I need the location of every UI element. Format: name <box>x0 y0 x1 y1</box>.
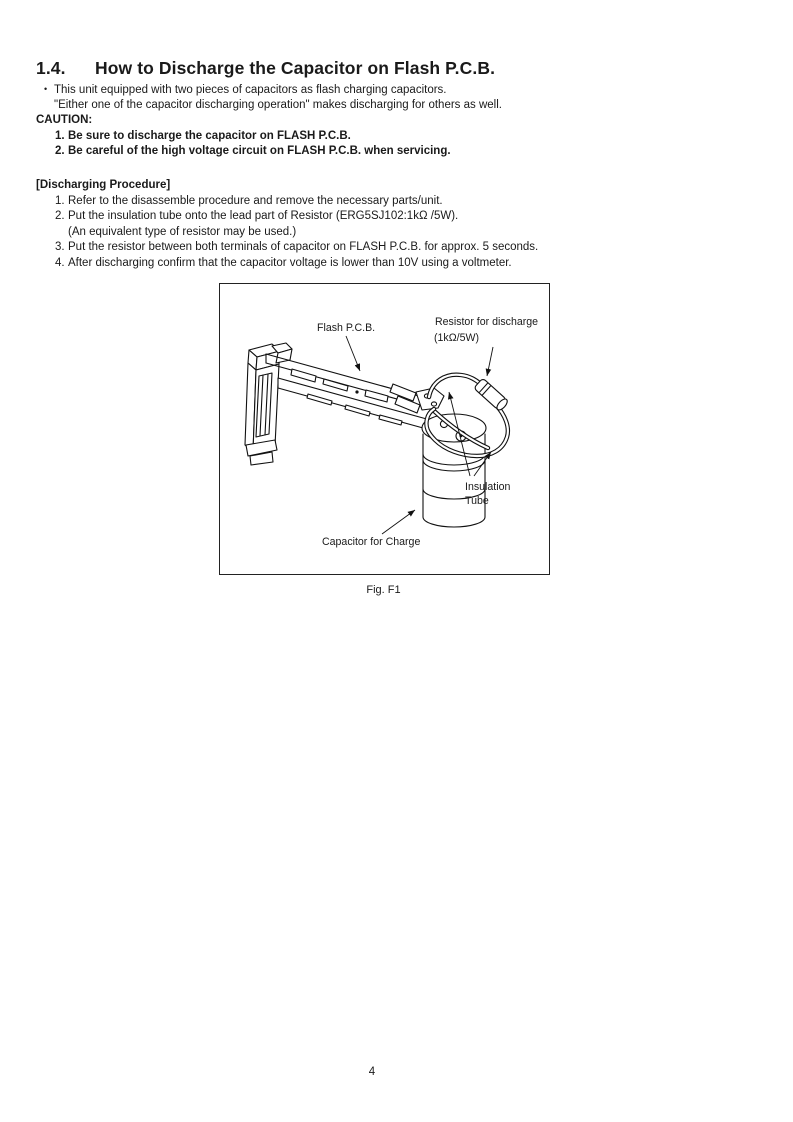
intro-and-caution <box>36 82 502 160</box>
step-number: 4. <box>55 256 65 269</box>
procedure-step <box>36 240 538 256</box>
label-capacitor: Capacitor for Charge <box>322 536 421 548</box>
label-resistor-line2: (1kΩ/5W) <box>434 332 479 344</box>
step-number: 2. <box>55 210 65 222</box>
bullet-icon: • <box>44 84 48 94</box>
figure-f1 <box>219 283 550 575</box>
capacitor-arrow <box>382 510 415 534</box>
caution-item-number: 1. <box>55 129 65 142</box>
step-text: Put the resistor between both terminals of capacitor on FLASH P.C.B. for approx. 5 seconds. <box>68 241 539 253</box>
step-note-text: (An equivalent type of resistor may be used.) <box>68 225 297 238</box>
capacitor-art <box>422 414 486 527</box>
label-flash-pcb: Flash P.C.B. <box>317 322 376 334</box>
intro-line-2 <box>36 98 502 114</box>
step-text: Refer to the disassemble procedure and remove the necessary parts/unit. <box>68 194 443 207</box>
step-number: 3. <box>55 241 65 253</box>
flash-pcb-arrow <box>346 336 360 371</box>
procedure-step <box>36 256 538 272</box>
caution-item-number: 2. <box>55 145 65 157</box>
label-insulation-line1: Insulation <box>465 481 511 493</box>
label-insulation-line2: Tube <box>465 495 489 507</box>
caution-item <box>36 129 502 145</box>
step-text: Put the insulation tube onto the lead part of Resistor (ERG5SJ102:1kΩ /5W). <box>68 210 459 222</box>
step-number: 1. <box>55 194 65 207</box>
resistor-art <box>474 378 509 412</box>
flash-pcb-art <box>245 343 444 465</box>
section-title <box>36 58 495 79</box>
procedure-step <box>36 209 538 225</box>
page-number: 4 <box>368 1066 376 1078</box>
label-resistor-line1: Resistor for discharge <box>435 316 539 328</box>
section-number: 1.4. <box>36 58 66 78</box>
procedure-step-note <box>36 225 538 241</box>
figure-caption: Fig. F1 <box>366 584 401 596</box>
section-title-text: How to Discharge the Capacitor on Flash P.C.B. <box>95 58 496 78</box>
resistor-arrow <box>487 347 493 376</box>
figure-f1-drawing <box>220 284 549 574</box>
intro-line-1-text: This unit equipped with two pieces of capacitors as flash charging capacitors. <box>54 84 447 96</box>
intro-line-1 <box>36 82 502 98</box>
discharging-procedure <box>36 178 538 271</box>
procedure-step <box>36 194 538 210</box>
caution-item-text: Be careful of the high voltage circuit on FLASH P.C.B. when servicing. <box>68 145 451 157</box>
caution-label: CAUTION: <box>36 114 93 126</box>
intro-line-2-text: "Either one of the capacitor discharging operation" makes discharging for others as well. <box>54 98 502 111</box>
step-text: After discharging confirm that the capacitor voltage is lower than 10V using a voltmeter. <box>68 256 512 269</box>
procedure-heading: [Discharging Procedure] <box>36 179 171 191</box>
caution-item-text: Be sure to discharge the capacitor on FLASH P.C.B. <box>68 129 351 142</box>
caution-item <box>36 144 502 160</box>
